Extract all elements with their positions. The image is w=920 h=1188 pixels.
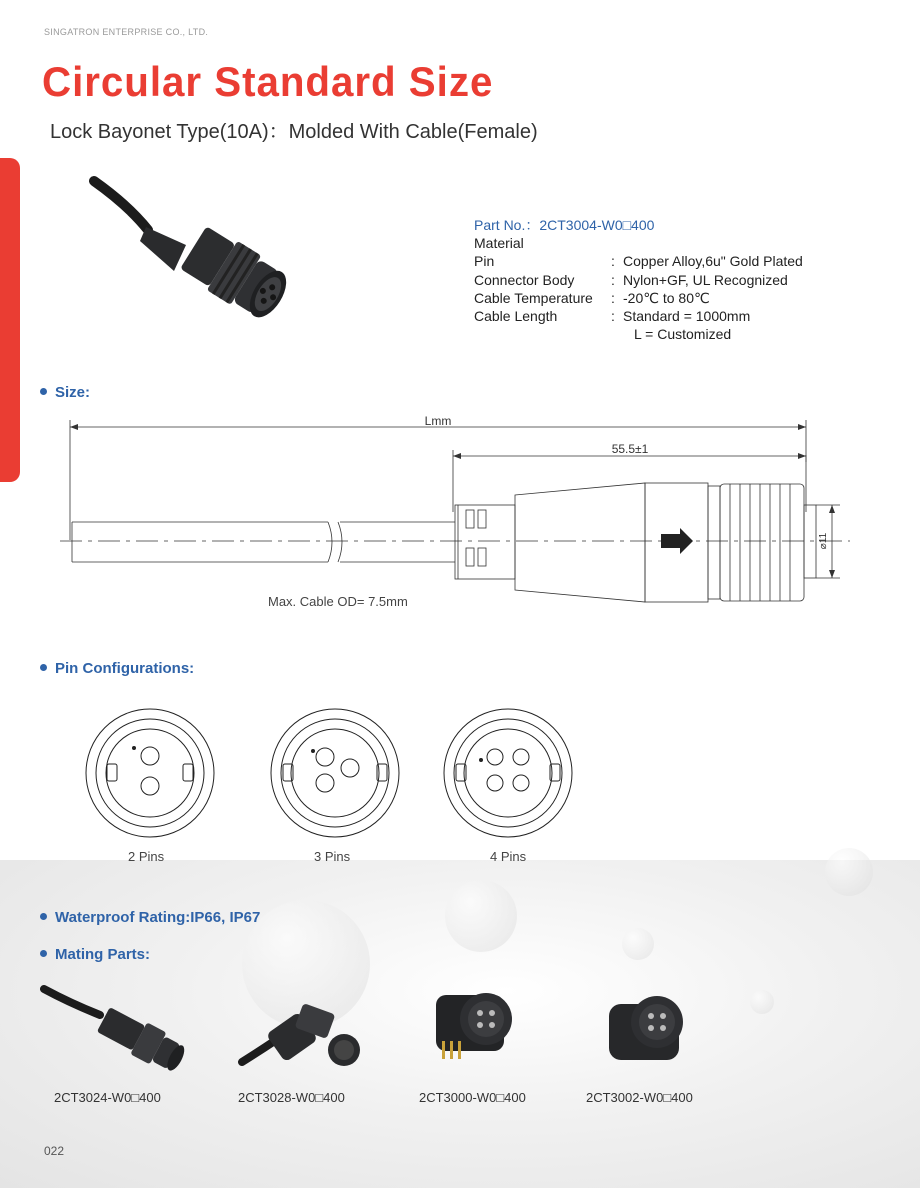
- spec-value: Standard = 1000mm: [623, 308, 751, 325]
- mating-heading: Mating Parts:: [40, 946, 150, 963]
- mating-part-image: [605, 990, 705, 1065]
- size-heading: Size:: [40, 384, 90, 401]
- spec-value: -20℃ to 80℃: [623, 289, 710, 306]
- decor-bubble: [622, 928, 654, 960]
- pin-config-heading: Pin Configurations:: [40, 660, 194, 677]
- bullet-icon: [40, 664, 47, 671]
- mating-part-image: [40, 985, 190, 1075]
- spec-label: Cable Temperature: [474, 289, 593, 306]
- dim-diameter-label: ⌀11: [818, 532, 829, 550]
- pin-label: 3 Pins: [314, 849, 351, 864]
- spec-separator: :: [611, 271, 615, 288]
- spec-separator: :: [611, 308, 615, 325]
- spec-row: [474, 271, 803, 289]
- mating-part-image: [430, 985, 530, 1065]
- spec-value: Nylon+GF, UL Recognized: [623, 271, 788, 288]
- spec-label: Connector Body: [474, 271, 575, 288]
- mating-part-number: 2CT3002-W0□400: [586, 1090, 693, 1105]
- dim-total-label: Lmm: [424, 414, 452, 428]
- mating-part-image: [238, 990, 368, 1070]
- product-image: [88, 175, 308, 325]
- spec-value-custom: L = Customized: [634, 326, 732, 343]
- pin-diagram-4: [442, 707, 574, 839]
- company-name: SINGATRON ENTERPRISE CO., LTD.: [44, 27, 209, 37]
- spec-row: [474, 307, 803, 325]
- spec-label: Pin: [474, 253, 495, 270]
- mating-part-number: 2CT3000-W0□400: [419, 1090, 526, 1105]
- spec-row: [474, 325, 803, 343]
- spec-block: [474, 216, 803, 343]
- cable-note: Max. Cable OD= 7.5mm: [268, 594, 408, 609]
- part-number: Part No.：2CT3004-W0□400: [474, 217, 655, 233]
- page-subtitle: Lock Bayonet Type(10A)：Molded With Cable(Female): [50, 121, 538, 143]
- page-number: 022: [44, 1144, 65, 1158]
- waterproof-heading: Waterproof Rating:IP66, IP67: [40, 909, 260, 926]
- spec-label: Cable Length: [474, 308, 558, 325]
- pin-diagram-3: [269, 707, 401, 839]
- dimension-drawing: [0, 410, 920, 610]
- mating-part-number: 2CT3028-W0□400: [238, 1090, 345, 1105]
- pin-diagram-2: [84, 707, 216, 839]
- dim-connector-label: 55.5±1: [611, 442, 649, 456]
- pin-label: 4 Pins: [490, 849, 527, 864]
- bullet-icon: [40, 388, 47, 395]
- spec-separator: :: [611, 253, 615, 270]
- spec-separator: :: [611, 289, 615, 306]
- mating-part-number: 2CT3024-W0□400: [54, 1090, 161, 1105]
- spec-row: [474, 289, 803, 307]
- material-label: Material: [474, 235, 524, 252]
- page-title: Circular Standard Size: [42, 58, 494, 105]
- decor-bubble: [445, 880, 517, 952]
- pin-label: 2 Pins: [128, 849, 165, 864]
- bullet-icon: [40, 913, 47, 920]
- spec-row: [474, 252, 803, 270]
- decor-bubble: [825, 848, 873, 896]
- decor-bubble: [750, 990, 774, 1014]
- bullet-icon: [40, 950, 47, 957]
- spec-value: Copper Alloy,6u" Gold Plated: [623, 253, 803, 270]
